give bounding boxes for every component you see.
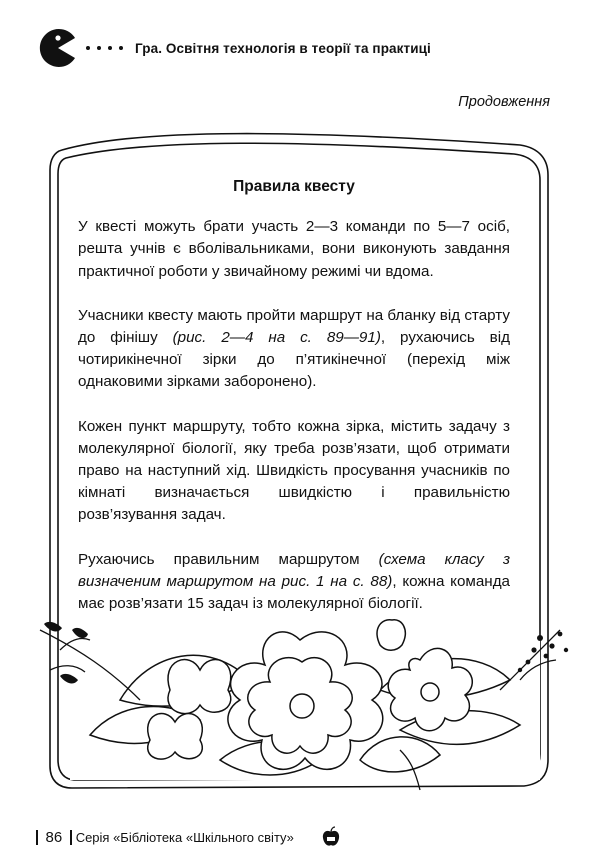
rules-paragraph-4 (78, 549, 510, 616)
p2-text-end: , рухаючись від чотирикінечної зірки до п’ятикінечної (перехід між однаковими зірками заборонено). (78, 329, 510, 391)
footer-divider (70, 830, 72, 845)
rules-section (78, 176, 510, 637)
p4-text-end: , кожна команда має розв’язати 15 задач із молекулярної біології. (78, 572, 511, 613)
apple-logo-icon (320, 826, 342, 848)
p2-figure-reference: (рис. 2—4 на с. 89—91) (172, 329, 381, 347)
rules-paragraph-1: У квесті можуть брати участь 2—3 команди по 5—7 осіб, решта учнів є вболівальниками, вони виконують завдання практичної роботи у звичайному режимі чи вдома. (78, 218, 510, 280)
series-name: Серія «Бібліотека «Шкільного світу» (75, 829, 294, 845)
page-number: 86 (45, 828, 63, 846)
continued-label: Продовження (458, 94, 550, 110)
header-title: Гра. Освітня технологія в теорії та практиці (135, 40, 431, 56)
p4-text-start: Рухаючись правильним маршрутом (78, 550, 379, 568)
footer-divider (36, 830, 38, 845)
p2-text-start: Учасники квесту мають пройти маршрут на бланку від старту до фінішу (78, 306, 510, 347)
rules-paragraph-3: Кожен пункт маршруту, тобто кожна зірка, містить задачу з молекулярної біології, яку треба розв’язати, щоб отримати право на наступний хід. Швидкість просування учасників по кімнаті визначається швидкістю і правильністю розв’язування задач. (78, 417, 510, 524)
rules-paragraph-2 (78, 305, 510, 394)
p4-figure-reference: (схема класу з визначеним маршрутом на рис. 1 на с. 88) (78, 550, 511, 590)
rules-title: Правила квесту (233, 178, 355, 195)
page-footer (36, 826, 576, 848)
